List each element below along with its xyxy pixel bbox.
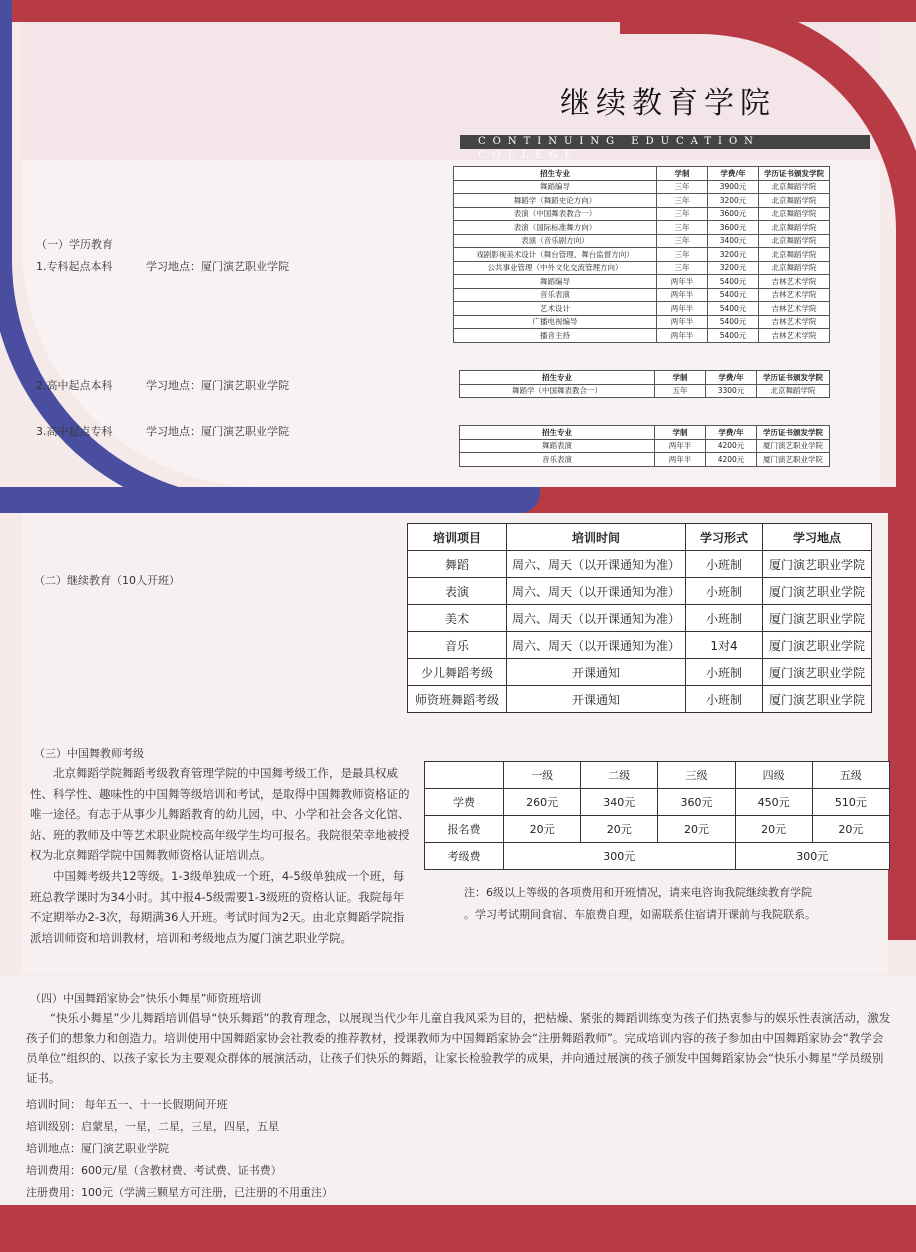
section1-item-3-label: 3.高中起点专科 (36, 425, 113, 438)
table-cell: 美术 (408, 605, 507, 632)
bottom-red-band (0, 1205, 916, 1252)
col-header: 学费/年 (708, 167, 759, 181)
table-cell: 表演（音乐剧方向） (454, 234, 657, 248)
table-cell: 小班制 (686, 551, 763, 578)
fee-cell: 450元 (735, 789, 812, 816)
section3-paragraph-1: 北京舞蹈学院舞蹈考级教育管理学院的中国舞考级工作，是最具权威性、科学性、趣味性的中国舞等级培训和考试，是取得中国舞教师资格证的唯一途径。有志于从事少儿舞蹈教育的幼儿园，中、小学和社会各文化馆、站、班的教师及中等艺术职业院校高年级学生均可报名。我院很荣幸地被授权为北京舞蹈学院中国舞教师资格认证培训点。 (30, 766, 410, 862)
fee-cell: 20元 (735, 816, 812, 843)
table-cell: 广播电视编导 (454, 315, 657, 329)
table-cell: 表演（国际标准舞方向） (454, 221, 657, 235)
section2-heading: （二）继续教育（10人开班） (34, 574, 180, 587)
col-header: 培训项目 (408, 524, 507, 551)
col-header: 招生专业 (454, 167, 657, 181)
table-cell: 吉林艺术学院 (759, 302, 830, 316)
table-row (454, 275, 830, 289)
table-cell: 厦门演艺职业学院 (763, 578, 872, 605)
section1-item-1-location: 学习地点：厦门演艺职业学院 (146, 260, 289, 273)
section4-training-time: 培训时间： 每年五一、十一长假期间开班 (26, 1098, 228, 1111)
table-cell: 3600元 (708, 207, 759, 221)
col-header: 学习形式 (686, 524, 763, 551)
table-cell: 两年半 (655, 453, 706, 467)
table-cell: 舞蹈表演 (460, 439, 655, 453)
table-cell: 舞蹈学（中国舞表教合一） (460, 384, 655, 398)
table-cell: 北京舞蹈学院 (759, 234, 830, 248)
fee-cell: 20元 (812, 816, 889, 843)
table-cell: 厦门演艺职业学院 (763, 605, 872, 632)
table-row (460, 453, 830, 467)
section1-item-3-location: 学习地点：厦门演艺职业学院 (146, 425, 289, 438)
table-college-from-highschool (459, 425, 830, 467)
table-row (454, 248, 830, 262)
table-cell: 三年 (657, 207, 708, 221)
fee-level-header: 四级 (735, 762, 812, 789)
table-cell: 两年半 (657, 288, 708, 302)
table-row (454, 221, 830, 235)
table-cell: 3200元 (708, 194, 759, 208)
section4-training-location: 培训地点：厦门演艺职业学院 (26, 1142, 169, 1155)
table-cell: 舞蹈 (408, 551, 507, 578)
col-header: 学习地点 (763, 524, 872, 551)
col-header: 学制 (657, 167, 708, 181)
table-cell: 两年半 (657, 315, 708, 329)
table-cell: 5400元 (708, 329, 759, 343)
table-row (408, 551, 872, 578)
section3-note-1: 注：6级以上等级的各项费用和开班情况，请来电咨询我院继续教育学院 (464, 886, 812, 899)
table-cell: 三年 (657, 248, 708, 262)
table-cell: 两年半 (657, 275, 708, 289)
table-cell: 厦门演艺职业学院 (763, 686, 872, 713)
table-cell: 5400元 (708, 275, 759, 289)
table-row (454, 315, 830, 329)
table-cell: 1对4 (686, 632, 763, 659)
table-cell: 吉林艺术学院 (759, 315, 830, 329)
table-cell: 北京舞蹈学院 (759, 194, 830, 208)
section1-item-2-label: 2.高中起点本科 (36, 379, 113, 392)
fee-cell: 20元 (504, 816, 581, 843)
table-cell: 厦门演艺职业学院 (763, 551, 872, 578)
table-cell: 音乐表演 (460, 453, 655, 467)
section1-item-1-label: 1.专科起点本科 (36, 260, 113, 273)
table-cell: 三年 (657, 180, 708, 194)
table-cell: 吉林艺术学院 (759, 288, 830, 302)
table-cell: 4200元 (706, 453, 757, 467)
table-cell: 开课通知 (507, 659, 686, 686)
table-row (454, 234, 830, 248)
right-red-band (888, 500, 916, 940)
fee-level-header: 二级 (581, 762, 658, 789)
table-cell: 舞蹈编导 (454, 275, 657, 289)
table-row (454, 302, 830, 316)
table-cell: 北京舞蹈学院 (759, 207, 830, 221)
section1-heading: （一）学历教育 (36, 238, 113, 251)
col-header: 学制 (655, 426, 706, 440)
fee-cell: 300元 (735, 843, 889, 870)
col-header: 学历证书颁发学院 (757, 426, 830, 440)
fee-cell: 20元 (658, 816, 735, 843)
table-row (460, 384, 830, 398)
table-row (454, 261, 830, 275)
table-row (454, 180, 830, 194)
section4-heading: （四）中国舞蹈家协会“快乐小舞星”师资班培训 (30, 992, 262, 1005)
table-cell: 三年 (657, 194, 708, 208)
section3-note-2: 。学习考试期间食宿、车旅费自理，如需联系住宿请开课前与我院联系。 (464, 908, 816, 921)
section3-paragraph-2: 中国舞考级共12等级。1-3级单独成一个班，4-5级单独成一个班，每班总教学课时为34小时。其中报4-5级需要1-3级班的资格认证。我院每年不定期举办2-3次，每期满36人开班。考试时间为2天。由北京舞蹈学院指派培训师资和培训教材，培训和考级地点为厦门演艺职业学院。 (30, 869, 405, 945)
table-cell: 音乐表演 (454, 288, 657, 302)
table-cell: 舞蹈编导 (454, 180, 657, 194)
table-cell: 两年半 (657, 302, 708, 316)
table-cell: 五年 (655, 384, 706, 398)
fee-row-label: 学费 (425, 789, 504, 816)
fee-row-label: 考级费 (425, 843, 504, 870)
col-header: 培训时间 (507, 524, 686, 551)
section4-paragraph: “快乐小舞星”少儿舞蹈培训倡导“快乐舞蹈”的教育理念，以展现当代少年儿童自我风采为目的，把枯燥、紧张的舞蹈训练变为孩子们热衷参与的娱乐性表演活动，激发孩子们的想象力和创造力。培训使用中国舞蹈家协会社教委的推荐教材，授课教师为中国舞蹈家协会“注册舞蹈教师”。完成培训内容的孩子参加由中国舞蹈家协会“教学会员单位”组织的、以孩子家长为主要观众群体的展演活动，让孩子们快乐的舞蹈，让家长检验教学的成果，并向通过展演的孩子颁发中国舞蹈家协会“快乐小舞星”学员级别证书。 (26, 1011, 891, 1085)
table-cell: 两年半 (655, 439, 706, 453)
section4-training-fee: 培训费用：600元/星（含教材费、考试费、证书费） (26, 1164, 282, 1177)
table-cell: 开课通知 (507, 686, 686, 713)
col-header: 招生专业 (460, 371, 655, 385)
section4-registration-fee: 注册费用：100元（学满三颗星方可注册，已注册的不用重注） (26, 1186, 333, 1199)
section4-training-level: 培训级别：启蒙星，一星，二星，三星，四星，五星 (26, 1120, 279, 1133)
table-cell: 厦门演艺职业学院 (757, 453, 830, 467)
table-cell: 播音主持 (454, 329, 657, 343)
page-title: 继续教育学院 (560, 86, 776, 121)
table-row (408, 605, 872, 632)
table-cell: 小班制 (686, 686, 763, 713)
table-cell: 表演（中国舞表教合一） (454, 207, 657, 221)
table-cell: 厦门演艺职业学院 (757, 439, 830, 453)
table-cell: 3200元 (708, 248, 759, 262)
fee-level-header: 五级 (812, 762, 889, 789)
fee-level-header: 三级 (658, 762, 735, 789)
table-cell: 北京舞蹈学院 (759, 180, 830, 194)
table-cell: 北京舞蹈学院 (759, 261, 830, 275)
table-cell: 厦门演艺职业学院 (763, 659, 872, 686)
table-cell: 5400元 (708, 315, 759, 329)
table-cell: 4200元 (706, 439, 757, 453)
table-cell: 吉林艺术学院 (759, 275, 830, 289)
col-header: 招生专业 (460, 426, 655, 440)
table-cell: 3400元 (708, 234, 759, 248)
col-header: 学费/年 (706, 371, 757, 385)
fee-cell: 340元 (581, 789, 658, 816)
table-cell: 5400元 (708, 302, 759, 316)
table-cell: 周六、周天（以开课通知为准） (507, 632, 686, 659)
table-row (408, 632, 872, 659)
table-cell: 三年 (657, 234, 708, 248)
table-cell: 周六、周天（以开课通知为准） (507, 605, 686, 632)
table-cell: 北京舞蹈学院 (759, 248, 830, 262)
table-cell: 5400元 (708, 288, 759, 302)
table-row (408, 578, 872, 605)
col-header: 学制 (655, 371, 706, 385)
table-row (454, 288, 830, 302)
fee-cell: 360元 (658, 789, 735, 816)
table-bachelor-from-college (453, 166, 830, 343)
table-cell: 小班制 (686, 578, 763, 605)
table-row (460, 439, 830, 453)
fee-corner (425, 762, 504, 789)
table-cell: 小班制 (686, 659, 763, 686)
table-cell: 表演 (408, 578, 507, 605)
middle-blue-band (0, 487, 540, 513)
col-header: 学历证书颁发学院 (757, 371, 830, 385)
table-row (454, 194, 830, 208)
table-exam-fees (424, 761, 890, 870)
table-bachelor-from-highschool (459, 370, 830, 398)
table-cell: 北京舞蹈学院 (757, 384, 830, 398)
table-cell: 小班制 (686, 605, 763, 632)
table-row (454, 329, 830, 343)
table-cell: 三年 (657, 221, 708, 235)
table-cell: 三年 (657, 261, 708, 275)
table-cell: 3900元 (708, 180, 759, 194)
table-cell: 音乐 (408, 632, 507, 659)
fee-cell: 260元 (504, 789, 581, 816)
col-header: 学历证书颁发学院 (759, 167, 830, 181)
table-cell: 3200元 (708, 261, 759, 275)
section1-item-2-location: 学习地点：厦门演艺职业学院 (146, 379, 289, 392)
fee-cell: 300元 (504, 843, 736, 870)
page-subtitle: CONTINUING EDUCATION COLLEGE (460, 135, 870, 149)
table-cell: 两年半 (657, 329, 708, 343)
table-cell: 少儿舞蹈考级 (408, 659, 507, 686)
col-header: 学费/年 (706, 426, 757, 440)
table-cell: 公共事业管理（中外文化交流管理方向） (454, 261, 657, 275)
table-row (408, 659, 872, 686)
table-cell: 3600元 (708, 221, 759, 235)
table-cell: 周六、周天（以开课通知为准） (507, 578, 686, 605)
table-cell: 北京舞蹈学院 (759, 221, 830, 235)
fee-level-header: 一级 (504, 762, 581, 789)
table-cell: 戏剧影视美术设计（舞台管理、舞台监督方向） (454, 248, 657, 262)
table-cell: 吉林艺术学院 (759, 329, 830, 343)
fee-row-label: 报名费 (425, 816, 504, 843)
table-continuing-education (407, 523, 872, 713)
section3-heading: （三）中国舞教师考级 (34, 747, 144, 760)
table-row (454, 207, 830, 221)
table-cell: 周六、周天（以开课通知为准） (507, 551, 686, 578)
fee-cell: 510元 (812, 789, 889, 816)
table-cell: 舞蹈学（舞蹈史论方向） (454, 194, 657, 208)
table-cell: 厦门演艺职业学院 (763, 632, 872, 659)
fee-cell: 20元 (581, 816, 658, 843)
table-cell: 3300元 (706, 384, 757, 398)
table-cell: 艺术设计 (454, 302, 657, 316)
table-row (408, 686, 872, 713)
table-cell: 师资班舞蹈考级 (408, 686, 507, 713)
